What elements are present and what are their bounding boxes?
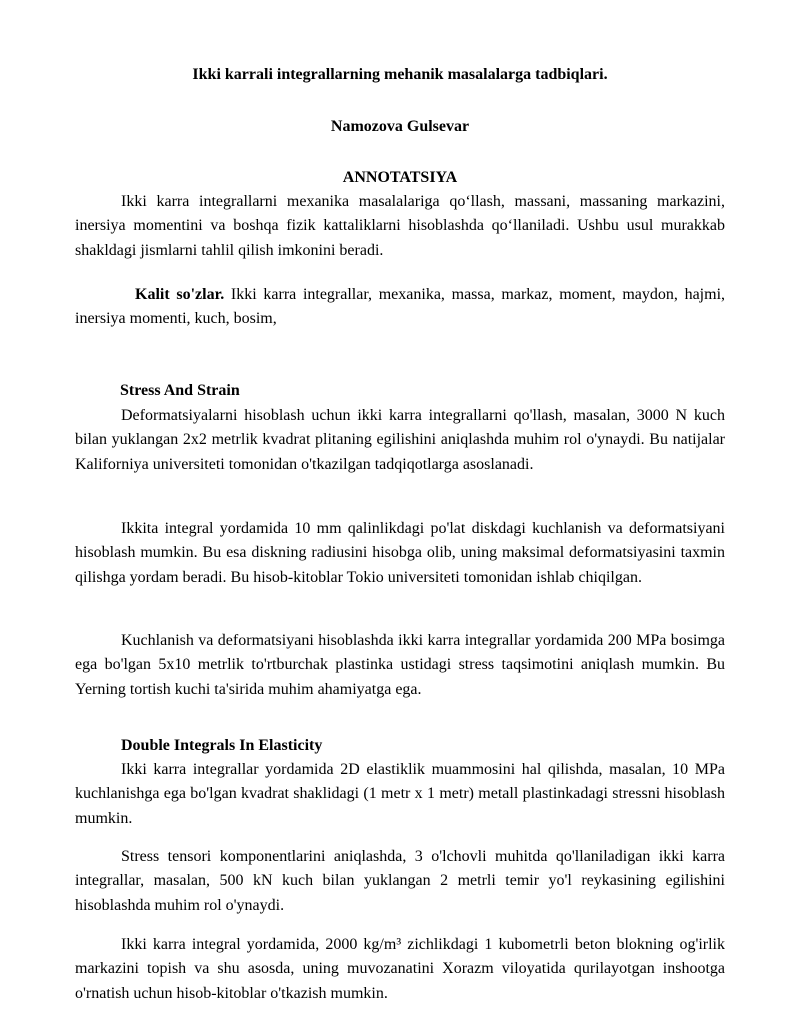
keywords-paragraph [75, 283, 725, 332]
annotation-heading: ANNOTATSIYA [342, 169, 458, 186]
section-heading: Stress And Strain [120, 382, 240, 399]
keywords-label: Kalit so'zlar. [135, 286, 225, 303]
author-name: Namozova Gulsevar [330, 118, 470, 135]
paragraph: Deformatsiyalarni hisoblash uchun ikki karra integrallarni qo'llash, masalan, 3000 N kuch bilan yuklangan 2x2 metrlik kvadrat plitaning egilishini aniqlashda muhim rol o'ynaydi. Bu natijalar Kaliforniya universiteti tomonidan o'tkazilgan tadqiqotlarga asoslanadi. [75, 407, 725, 473]
paragraph: Kuchlanish va deformatsiyani hisoblashda ikki karra integrallar yordamida 200 MPa bosimga ega bo'lgan 5x10 metrlik to'rtburchak plastinka ustidagi stress taqsimotini aniqlash mumkin. Bu Yerning tortish kuchi ta'sirida muhim ahamiyatga ega. [75, 632, 725, 698]
document-title: Ikki karrali integrallarning mehanik masalalarga tadbiqlari. [192, 66, 608, 83]
paragraph: Stress tensori komponentlarini aniqlashda, 3 o'lchovli muhitda qo'llaniladigan ikki karra integrallar, masalan, 500 kN kuch bilan yuklangan 2 metrli temir yo'l reykasining egilishini hisoblashda muhim rol o'ynaydi. [75, 848, 725, 914]
section-heading: Double Integrals In Elasticity [121, 737, 323, 754]
keywords-text: Ikki karra integrallar, mexanika, massa, markaz, moment, maydon, hajmi, inersiya momenti, kuch, bosim, [75, 286, 726, 328]
paragraph: Ikki karra integrallar yordamida 2D elastiklik muammosini hal qilishda, masalan, 10 MPa kuchlanishga ega bo'lgan kvadrat shaklidagi (1 metr x 1 metr) metall plastinkadagi stressni hisoblash mumkin. [75, 761, 725, 827]
paragraph: Ikki karra integral yordamida, 2000 kg/m³ zichlikdagi 1 kubometrli beton blokning og'irlik markazini topish va shu asosda, uning muvozanatini Xorazm viloyatida qurilayotgan inshootga o'rnatish uchun hisob-kitoblar o'tkazish mumkin. [75, 936, 725, 1002]
annotation-text: Ikki karra integrallarni mexanika masalalariga qo‘llash, massani, massaning markazini, inersiya momentini va boshqa fizik kattaliklarni hisoblashda qo‘llaniladi. Ushbu usul murakkab shakldagi jismlarni tahlil qilish imkonini beradi. [75, 193, 725, 259]
paragraph: Ikkita integral yordamida 10 mm qalinlikdagi po'lat diskdagi kuchlanish va deformatsiyani hisoblash mumkin. Bu esa diskning radiusini hisobga olib, uning maksimal deformatsiyasini taxmin qilishga yordam beradi. Bu hisob-kitoblar Tokio universiteti tomonidan ishlab chiqilgan. [75, 520, 725, 586]
